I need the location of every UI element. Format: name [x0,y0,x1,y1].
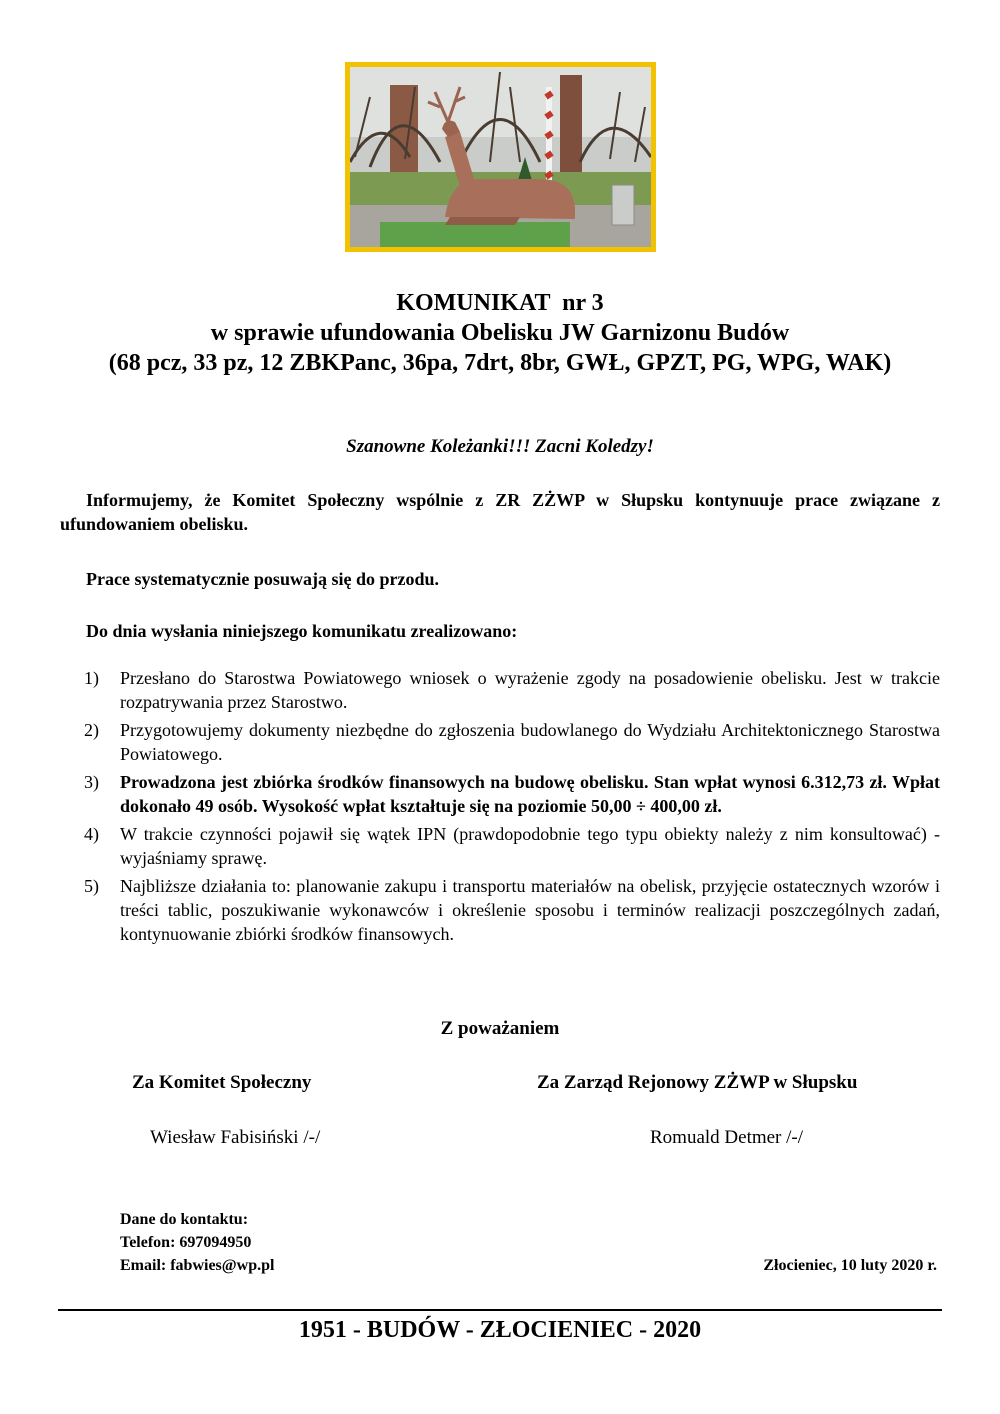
contact-heading: Dane do kontaktu: [120,1211,249,1228]
document-date: Złocieniec, 10 luty 2020 r. [763,1257,937,1274]
intro-paragraph: Informujemy, że Komitet Społeczny wspólnie z ZR ZŻWP w Słupsku kontynuuje prace związane z ufundowaniem obelisku. [60,490,940,534]
contact-email: Email: fabwies@wp.pl [120,1257,275,1274]
list-item-number: 4) [84,824,99,844]
footer-divider [58,1309,942,1311]
list-item-number: 5) [84,876,99,896]
list-item [84,718,940,766]
progress-note: Prace systematycznie posuwają się do przodu. [86,569,439,589]
document-title: KOMUNIKAT nr 3 [396,290,604,316]
left-signature-label: Za Komitet Społeczny [132,1072,312,1093]
title-block [40,288,960,378]
list-item-text: Najbliższe działania to: planowanie zakupu i transportu materiałów na obelisk, przyjęcie ostatecznych wzorów i treści tablic, poszukiwanie wykonawców i określenie sposobu i terminów realizacji poszczególnych zadań, kontynuowanie zbiórki środków finansowych. [120,876,940,944]
list-item [84,822,940,870]
list-item [84,874,940,946]
list-item-text: Przygotowujemy dokumenty niezbędne do zgłoszenia budowlanego do Wydziału Architektonicznego Starostwa Powiatowego. [120,720,940,764]
list-item-text: Prowadzona jest zbiórka środków finansowych na budowę obelisku. Stan wpłat wynosi 6.312,73 zł. Wpłat dokonało 49 osób. Wysokość wpłat kształtuje się na poziomie 50,00 ÷ 400,00 zł. [120,772,940,816]
right-signature-name: Romuald Detmer /-/ [650,1127,804,1148]
greeting: Szanowne Koleżanki!!! Zacni Koledzy! [346,436,654,457]
right-signature-label: Za Zarząd Rejonowy ZŻWP w Słupsku [537,1072,858,1093]
right-tower [560,75,582,180]
list-item-number: 3) [84,772,99,792]
contact-block [120,1208,274,1277]
document-subtitle: w sprawie ufundowania Obelisku JW Garnizonu Budów [210,320,790,346]
list-item-number: 2) [84,720,99,740]
list-heading: Do dnia wysłania niniejszego komunikatu zrealizowano: [86,621,518,641]
list-item [84,666,940,714]
list-item-text: W trakcie czynności pojawił się wątek IPN (prawdopodobnie tego typu obiekty należy z nim konsultować) - wyjaśniamy sprawę. [120,824,940,868]
header-photo [345,62,656,252]
list-item [84,770,940,818]
accomplishments-list [84,666,940,950]
deer-body [445,179,575,219]
left-signature-name: Wiesław Fabisiński /-/ [150,1127,321,1148]
list-item-number: 1) [84,668,99,688]
closing-salutation: Z poważaniem [440,1018,560,1039]
deer-statue-photo [350,67,651,247]
list-item-text: Przesłano do Starostwa Powiatowego wniosek o wyrażenie zgody na posadowienie obelisku. Jest w trakcie rozpatrywania przez Starostwo. [120,668,940,712]
footer-text: 1951 - BUDÓW - ZŁOCIENIEC - 2020 [298,1317,702,1343]
contact-phone: Telefon: 697094950 [120,1234,252,1251]
unit-list: (68 pcz, 33 pz, 12 ZBKPanc, 36pa, 7drt, 8br, GWŁ, GPZT, PG, WPG, WAK) [108,350,892,376]
